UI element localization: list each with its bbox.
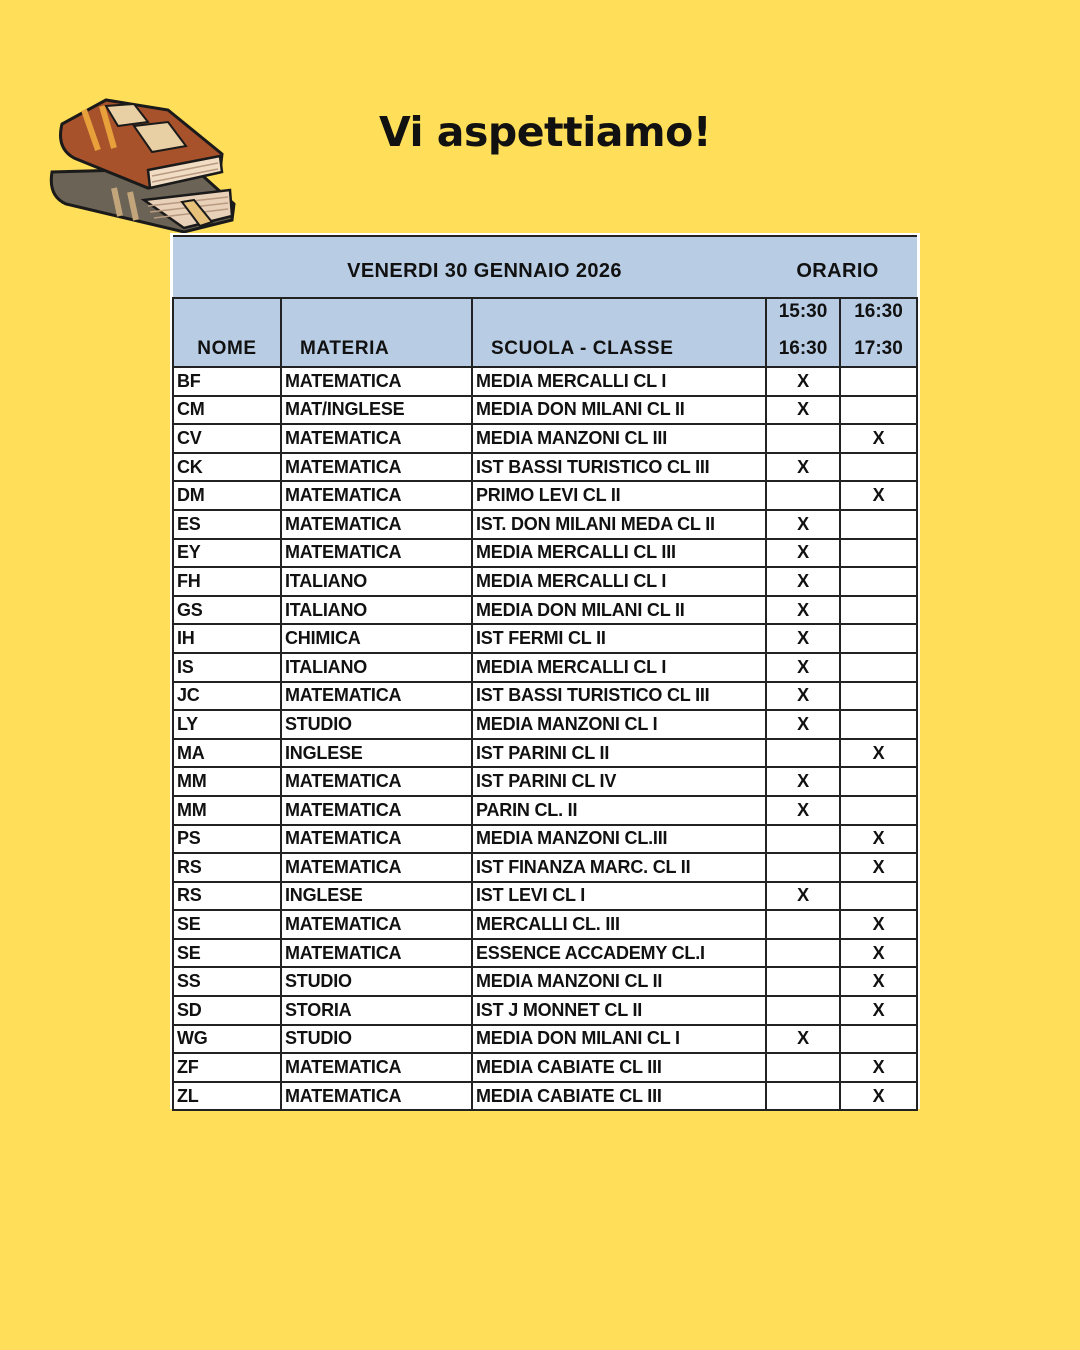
cell-school: IST. DON MILANI MEDA CL II	[472, 510, 766, 539]
cell-subject: MATEMATICA	[281, 510, 472, 539]
column-header-subject: MATERIA	[281, 298, 472, 367]
cell-subject: MATEMATICA	[281, 481, 472, 510]
cell-school: MEDIA MERCALLI CL I	[472, 567, 766, 596]
cell-school: MEDIA CABIATE CL III	[472, 1053, 766, 1082]
cell-subject: ITALIANO	[281, 653, 472, 682]
cell-name: IH	[173, 624, 281, 653]
cell-slot-1	[766, 996, 840, 1025]
cell-school: ESSENCE ACCADEMY CL.I	[472, 939, 766, 968]
cell-slot-1: X	[766, 882, 840, 911]
cell-slot-1: X	[766, 796, 840, 825]
column-header-row	[173, 298, 917, 333]
table-row	[173, 396, 917, 425]
table-row	[173, 882, 917, 911]
cell-name: ES	[173, 510, 281, 539]
cell-slot-1: X	[766, 682, 840, 711]
cell-name: MA	[173, 739, 281, 768]
table-row	[173, 1082, 917, 1111]
cell-slot-2	[840, 1025, 917, 1054]
table-row	[173, 539, 917, 568]
cell-name: MM	[173, 767, 281, 796]
table-row	[173, 453, 917, 482]
cell-school: MEDIA MANZONI CL.III	[472, 825, 766, 854]
cell-subject: MATEMATICA	[281, 767, 472, 796]
cell-slot-2: X	[840, 825, 917, 854]
cell-school: IST FINANZA MARC. CL II	[472, 853, 766, 882]
cell-name: CV	[173, 424, 281, 453]
cell-school: MEDIA DON MILANI CL I	[472, 1025, 766, 1054]
cell-slot-2: X	[840, 939, 917, 968]
table-row	[173, 682, 917, 711]
date-label: VENERDI 30 GENNAIO 2026	[173, 236, 766, 298]
cell-school: MEDIA MANZONI CL II	[472, 967, 766, 996]
cell-slot-1: X	[766, 710, 840, 739]
cell-slot-2: X	[840, 853, 917, 882]
cell-slot-2	[840, 510, 917, 539]
table-row	[173, 567, 917, 596]
cell-slot-2	[840, 767, 917, 796]
table-row	[173, 825, 917, 854]
cell-subject: STUDIO	[281, 967, 472, 996]
cell-slot-2	[840, 567, 917, 596]
cell-slot-2	[840, 596, 917, 625]
cell-name: ZL	[173, 1082, 281, 1111]
cell-subject: MATEMATICA	[281, 682, 472, 711]
table-row	[173, 853, 917, 882]
cell-name: LY	[173, 710, 281, 739]
cell-name: RS	[173, 882, 281, 911]
cell-school: MEDIA MERCALLI CL I	[472, 367, 766, 396]
cell-slot-2	[840, 539, 917, 568]
cell-subject: STORIA	[281, 996, 472, 1025]
cell-subject: STUDIO	[281, 1025, 472, 1054]
cell-slot-1	[766, 967, 840, 996]
table-row	[173, 596, 917, 625]
cell-name: PS	[173, 825, 281, 854]
cell-slot-1	[766, 1082, 840, 1111]
cell-name: BF	[173, 367, 281, 396]
cell-slot-2	[840, 453, 917, 482]
cell-subject: MAT/INGLESE	[281, 396, 472, 425]
cell-subject: MATEMATICA	[281, 367, 472, 396]
cell-subject: MATEMATICA	[281, 939, 472, 968]
cell-slot-1: X	[766, 510, 840, 539]
cell-school: PARIN CL. II	[472, 796, 766, 825]
cell-school: MEDIA MANZONI CL I	[472, 710, 766, 739]
cell-name: ZF	[173, 1053, 281, 1082]
cell-school: MEDIA DON MILANI CL II	[472, 596, 766, 625]
cell-subject: MATEMATICA	[281, 910, 472, 939]
cell-slot-2: X	[840, 1082, 917, 1111]
cell-name: EY	[173, 539, 281, 568]
cell-slot-1	[766, 910, 840, 939]
cell-name: SE	[173, 939, 281, 968]
table-row	[173, 767, 917, 796]
cell-slot-2	[840, 710, 917, 739]
cell-subject: ITALIANO	[281, 567, 472, 596]
column-header-school: SCUOLA - CLASSE	[472, 298, 766, 367]
slot-1-end: 16:30	[766, 333, 840, 368]
cell-name: CK	[173, 453, 281, 482]
schedule-sheet	[170, 233, 920, 1109]
cell-slot-2	[840, 882, 917, 911]
cell-subject: MATEMATICA	[281, 825, 472, 854]
cell-subject: MATEMATICA	[281, 1082, 472, 1111]
cell-school: MEDIA DON MILANI CL II	[472, 396, 766, 425]
cell-slot-1: X	[766, 453, 840, 482]
cell-slot-2: X	[840, 424, 917, 453]
schedule-rows	[173, 367, 917, 1110]
cell-school: IST FERMI CL II	[472, 624, 766, 653]
table-row	[173, 624, 917, 653]
cell-subject: INGLESE	[281, 739, 472, 768]
table-row	[173, 424, 917, 453]
cell-slot-1: X	[766, 624, 840, 653]
table-row	[173, 1025, 917, 1054]
cell-slot-1	[766, 424, 840, 453]
cell-slot-2	[840, 624, 917, 653]
cell-subject: MATEMATICA	[281, 424, 472, 453]
cell-name: CM	[173, 396, 281, 425]
cell-name: JC	[173, 682, 281, 711]
cell-slot-2	[840, 653, 917, 682]
cell-slot-1	[766, 1053, 840, 1082]
cell-slot-2	[840, 367, 917, 396]
cell-slot-2	[840, 796, 917, 825]
schedule-table	[172, 235, 918, 1111]
cell-name: SS	[173, 967, 281, 996]
cell-name: DM	[173, 481, 281, 510]
cell-slot-2: X	[840, 910, 917, 939]
cell-slot-2: X	[840, 739, 917, 768]
table-row	[173, 796, 917, 825]
cell-subject: MATEMATICA	[281, 539, 472, 568]
cell-school: IST BASSI TURISTICO CL III	[472, 453, 766, 482]
table-row	[173, 939, 917, 968]
page-title: Vi aspettiamo!	[378, 108, 712, 156]
cell-name: SD	[173, 996, 281, 1025]
cell-name: FH	[173, 567, 281, 596]
table-row	[173, 967, 917, 996]
cell-subject: MATEMATICA	[281, 853, 472, 882]
time-label: ORARIO	[766, 236, 917, 298]
table-row	[173, 910, 917, 939]
cell-slot-1: X	[766, 539, 840, 568]
cell-school: MEDIA MERCALLI CL I	[472, 653, 766, 682]
table-row	[173, 996, 917, 1025]
cell-slot-1: X	[766, 596, 840, 625]
table-row	[173, 481, 917, 510]
column-header-name: NOME	[173, 298, 281, 367]
cell-slot-1	[766, 825, 840, 854]
table-row	[173, 510, 917, 539]
table-row	[173, 739, 917, 768]
cell-slot-2	[840, 682, 917, 711]
cell-slot-1: X	[766, 1025, 840, 1054]
cell-slot-1: X	[766, 367, 840, 396]
cell-slot-1: X	[766, 396, 840, 425]
cell-school: IST LEVI CL I	[472, 882, 766, 911]
cell-school: MERCALLI CL. III	[472, 910, 766, 939]
table-row	[173, 653, 917, 682]
table-row	[173, 367, 917, 396]
slot-2-end: 17:30	[840, 333, 917, 368]
cell-subject: MATEMATICA	[281, 453, 472, 482]
table-row	[173, 710, 917, 739]
cell-subject: MATEMATICA	[281, 1053, 472, 1082]
cell-name: SE	[173, 910, 281, 939]
cell-name: GS	[173, 596, 281, 625]
cell-school: IST PARINI CL IV	[472, 767, 766, 796]
cell-slot-2: X	[840, 967, 917, 996]
cell-school: IST BASSI TURISTICO CL III	[472, 682, 766, 711]
cell-name: RS	[173, 853, 281, 882]
cell-slot-1: X	[766, 653, 840, 682]
cell-school: MEDIA MANZONI CL III	[472, 424, 766, 453]
cell-slot-2: X	[840, 481, 917, 510]
cell-name: WG	[173, 1025, 281, 1054]
table-row	[173, 1053, 917, 1082]
cell-school: MEDIA MERCALLI CL III	[472, 539, 766, 568]
cell-subject: ITALIANO	[281, 596, 472, 625]
slot-1-start: 15:30	[766, 298, 840, 333]
cell-name: IS	[173, 653, 281, 682]
cell-slot-1	[766, 939, 840, 968]
cell-name: MM	[173, 796, 281, 825]
cell-slot-1	[766, 481, 840, 510]
cell-subject: CHIMICA	[281, 624, 472, 653]
cell-school: MEDIA CABIATE CL III	[472, 1082, 766, 1111]
table-title-row	[173, 236, 917, 298]
stacked-books-icon	[44, 92, 239, 234]
cell-slot-2	[840, 396, 917, 425]
cell-school: IST J MONNET CL II	[472, 996, 766, 1025]
cell-subject: MATEMATICA	[281, 796, 472, 825]
cell-slot-1: X	[766, 767, 840, 796]
cell-school: IST PARINI CL II	[472, 739, 766, 768]
cell-subject: INGLESE	[281, 882, 472, 911]
cell-slot-1: X	[766, 567, 840, 596]
cell-slot-2: X	[840, 996, 917, 1025]
cell-slot-2: X	[840, 1053, 917, 1082]
cell-slot-1	[766, 853, 840, 882]
cell-subject: STUDIO	[281, 710, 472, 739]
cell-school: PRIMO LEVI CL II	[472, 481, 766, 510]
slot-2-start: 16:30	[840, 298, 917, 333]
cell-slot-1	[766, 739, 840, 768]
